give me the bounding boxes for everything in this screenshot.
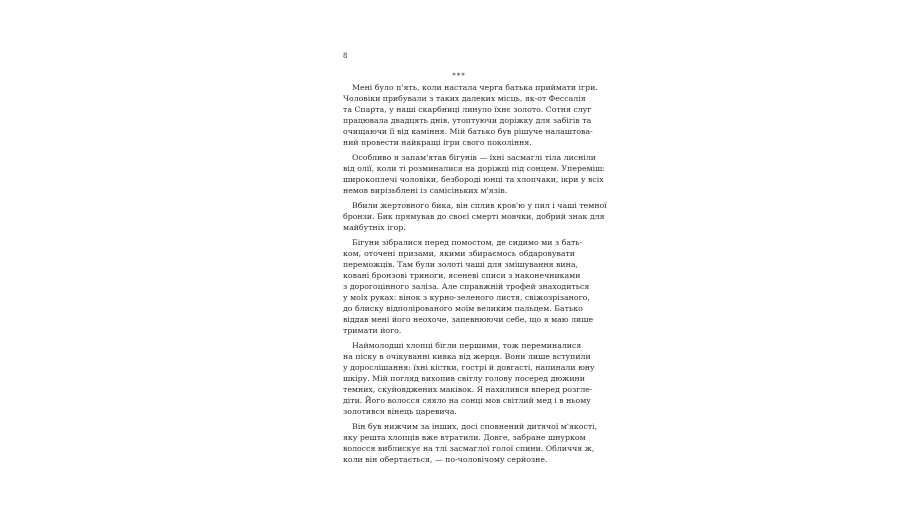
text-line: очищаючи її від каміння. Мій батько був рішуче налаштова-	[343, 127, 593, 136]
paragraph	[343, 152, 606, 196]
text-line: Особливо я запам'ятав бігунів — їхні засмаглі тіла лисніли	[352, 153, 596, 162]
text-line: волосся виблискує на тлі засмаглої голої спини. Обличчя ж,	[343, 444, 595, 453]
paragraph	[343, 421, 598, 465]
text-line: Бігуни зібралися перед помостом, де сидимо ми з бать-	[352, 238, 583, 247]
text-line: Чоловіки прибували з таких далеких місць, як-от Фессалія	[343, 94, 586, 103]
text-line: та Спарта, у наші скарбниці линуло їхнє золото. Сотня слуг	[343, 105, 592, 114]
text-line: яку решта хлопців вже втратили. Довге, забране шнурком	[343, 433, 586, 442]
paragraph	[343, 237, 594, 336]
text-line: бронзи. Бик прямував до своєї смерті мовчки, добрий знак для	[343, 212, 605, 221]
text-line: діти. Його волосся сяяло на сонці мов світлий мед і в ньому	[343, 396, 591, 405]
page-number: 8	[343, 52, 348, 60]
paragraph	[343, 82, 598, 148]
text-line: працювала двадцять днів, утоптуючи доріжку для забігів та	[343, 116, 592, 125]
text-line: віддав мені його неохоче, запевнюючи себе, що я маю лише	[343, 315, 594, 324]
text-line: у моїх руках: вінок з курно-зеленого листя, свіжозрізаного,	[343, 293, 590, 302]
paragraph	[343, 340, 595, 417]
section-separator: ***	[452, 72, 466, 80]
text-line: ковані бронзові триноги, ясеневі списи з наконечниками	[343, 271, 581, 280]
text-line: Він був нижчим за інших, досі сповнений дитячої м'якості,	[352, 422, 598, 431]
text-line: широкоплечі чоловіки, безбороді юнці та хлопчаки, ікри у всіх	[343, 175, 604, 184]
text-line: немов вирізьблені із самісіньких м'язів.	[343, 186, 508, 195]
text-line: ком, оточені призами, якими збираємось обдаровувати	[343, 249, 575, 258]
paragraph	[343, 200, 607, 233]
text-line: Мені було п'ять, коли настала черга батька приймати ігри.	[352, 83, 598, 92]
text-line: темних, скуйовджених маківок. Я нахилився вперед розгле-	[343, 385, 593, 394]
text-line: тримати його.	[343, 326, 402, 335]
text-line: шкіру. Мій погляд вихопив світлу голову посеред дюжини	[343, 374, 585, 383]
text-line: коли він обертається, — по-чоловічому серйозне.	[343, 455, 548, 464]
text-line: ний провести найкращі ігри свого покоління.	[343, 138, 532, 147]
text-line: Наймолодші хлопці бігли першими, тож переминалися	[352, 341, 582, 350]
body-text	[343, 82, 607, 469]
text-line: до блиску відполірованого моїм великим пальцем. Батько	[343, 304, 583, 313]
text-line: золотився вінець царевича.	[343, 407, 457, 416]
text-line: на піску в очікуванні кивка від жерця. Вони лише вступили	[343, 352, 591, 361]
text-line: від олії, коли ті розминалися на доріжці під сонцем. Упереміш:	[343, 164, 606, 173]
text-line: переможців. Там були золоті чаші для змішування вина,	[343, 260, 578, 269]
text-line: у дорослішання: їхні кістки, гострі й довгасті, напинали юну	[343, 363, 595, 372]
text-line: майбутніх ігор.	[343, 223, 406, 232]
text-line: з дорогоцінного заліза. Але справжній трофей знаходиться	[343, 282, 590, 291]
text-line: Вбили жертовного бика, він сплив кров'ю у пил і чаші темної	[352, 201, 607, 210]
